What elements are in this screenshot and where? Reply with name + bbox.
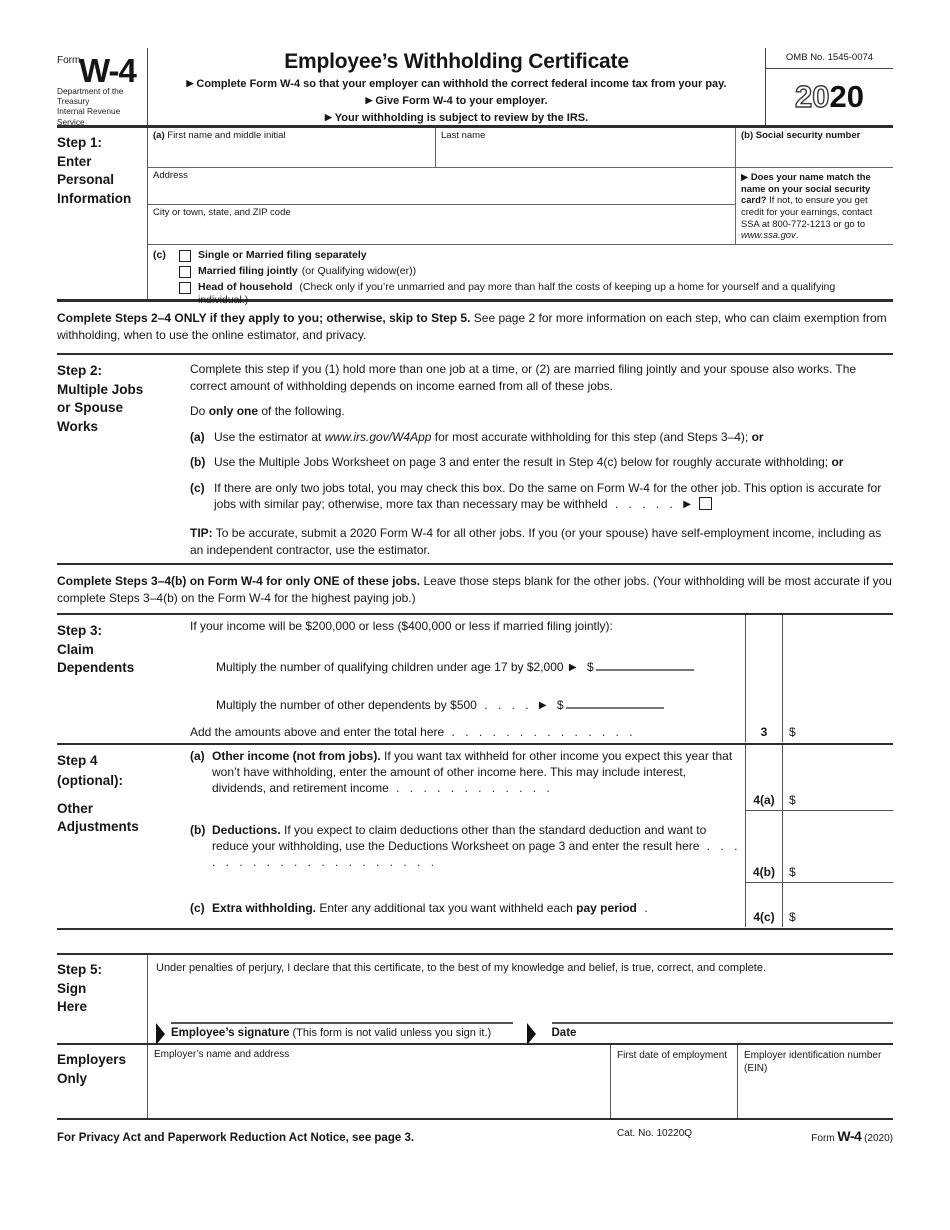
arrow-icon: ▶ bbox=[538, 700, 547, 711]
step3-children-row: Multiply the number of qualifying children under age 17 by $2,000 ▶ $ bbox=[190, 647, 745, 687]
arrow-icon: ▶ bbox=[568, 662, 577, 673]
filing-status-group bbox=[148, 245, 893, 307]
arrow-icon: ▶ bbox=[324, 112, 332, 123]
step2-label: Step 2: Multiple Jobs or Spouse Works bbox=[57, 363, 144, 434]
step5-label: Step 5: Sign Here bbox=[57, 955, 148, 1043]
step2-option-a: (a) Use the estimator at www.irs.gov/W4App for most accurate withholding for this step (and Steps 3–4); or bbox=[190, 429, 764, 444]
step2-option-c: (c) If there are only two jobs total, you may check this box. Do the same on Form W-4 for the other job. This option is accurate for jobs with similar pay; otherwise, more tax than necessary may be withheld . . . . . ▶ bbox=[190, 480, 882, 512]
step3-total-row: Add the amounts above and enter the total here . . . . . . . . . . . . . . bbox=[190, 725, 634, 739]
steps-2-4-banner: Complete Steps 2–4 ONLY if they apply to you; otherwise, skip to Step 5. See page 2 for more information on each step, who can claim exemption from withholding, when to use the online estimator, and privacy. bbox=[57, 302, 893, 355]
line4c-number: 4(c) bbox=[745, 883, 782, 927]
header-instruction-2: ▶ Give Form W-4 to your employer. bbox=[365, 95, 548, 108]
header-instruction-3: ▶ Your withholding is subject to review by the IRS. bbox=[324, 112, 589, 125]
dept-line1: Department of the Treasury bbox=[57, 85, 124, 107]
signature-arrow-icon bbox=[156, 1023, 165, 1045]
date-field[interactable] bbox=[552, 1010, 894, 1024]
step4c-row: (c) Extra withholding. Enter any additional tax you want withheld each pay period . bbox=[190, 901, 649, 915]
step4-label: Step 4 (optional): Other Adjustments bbox=[57, 753, 139, 834]
form-footer bbox=[57, 1120, 893, 1144]
step2-section bbox=[57, 355, 893, 565]
step3-other-dependents-row: Multiply the number of other dependents by $500 . . . . ▶ $ bbox=[190, 687, 745, 723]
step3-section bbox=[57, 615, 893, 745]
form-header bbox=[57, 48, 893, 128]
step4b-row: (b) Deductions. If you expect to claim deductions other than the standard deduction and want to reduce your withholding, use the Deductions Worksheet on page 3 and enter the result here . . . . . . . . . . . . . . . . . . . . bbox=[190, 823, 739, 869]
line4b-number: 4(b) bbox=[745, 811, 782, 883]
signature-label: Employee’s signature (This form is not valid unless you sign it.) bbox=[171, 1027, 492, 1039]
filing-status-option-head-of-household: Head of household (Check only if you’re unmarried and pay more than half the costs of keeping up a home for yourself and a qualifying individual.) bbox=[179, 281, 888, 307]
line4a-number: 4(a) bbox=[745, 745, 782, 811]
other-dependents-amount-field[interactable] bbox=[566, 697, 664, 709]
dot-leader: . . . . . . . . . . . . . . bbox=[451, 725, 634, 739]
employer-name-address-field[interactable]: Employer’s name and address bbox=[154, 1049, 290, 1060]
privacy-notice: For Privacy Act and Paperwork Reduction Act Notice, see page 3. bbox=[57, 1132, 415, 1144]
header-instruction-1: ▶ Complete Form W-4 so that your employer can withhold the correct federal income tax from your pay. bbox=[186, 78, 727, 90]
checkbox-head-of-household[interactable] bbox=[179, 282, 191, 294]
step2-tip: TIP: To be accurate, submit a 2020 Form W-4 for all other jobs. If you (or your spouse) have self-employment income, including as an independent contractor, use the estimator. bbox=[190, 526, 882, 557]
first-name-field[interactable]: (a) First name and middle initial bbox=[148, 128, 435, 168]
ssa-name-match-note: ▶ Does your name match the name on your social security card? If not, to ensure you get credit for your earnings, contact SSA at 800-772-1213 or go to www.ssa.gov. bbox=[735, 168, 893, 245]
checkbox-married-jointly[interactable] bbox=[179, 266, 191, 278]
line4a-amount-field[interactable]: $ bbox=[782, 745, 893, 811]
step4-section bbox=[57, 745, 893, 930]
first-date-employment-field[interactable]: First date of employment bbox=[610, 1045, 737, 1118]
filing-status-letter: (c) bbox=[153, 249, 166, 261]
ssn-field[interactable]: (b) Social security number bbox=[735, 128, 893, 168]
date-arrow-icon bbox=[527, 1023, 536, 1045]
arrow-icon: ▶ bbox=[186, 78, 194, 88]
dot-leader: . bbox=[644, 901, 649, 915]
arrow-icon: ▶ bbox=[365, 95, 373, 106]
dot-leader: . . . . bbox=[484, 698, 530, 712]
form-word: Form bbox=[57, 55, 81, 66]
arrow-icon: ▶ bbox=[683, 499, 691, 511]
line3-amount-field[interactable]: $ bbox=[782, 723, 893, 742]
date-label: Date bbox=[551, 1027, 577, 1039]
step1-label: Step 1: Enter Personal Information bbox=[57, 128, 148, 299]
step3-intro: If your income will be $200,000 or less ($400,000 or less if married filing jointly): bbox=[190, 619, 613, 633]
filing-status-option-married-jointly: Married filing jointly (or Qualifying widow(er)) bbox=[179, 265, 888, 278]
step4a-row: (a) Other income (not from jobs). If you want tax withheld for other income you expect this year that won’t have withholding, enter the amount of other income here. This may include interest, dividends, and retirement income . . . . . . . . . . . . bbox=[190, 749, 733, 795]
city-state-zip-field[interactable]: City or town, state, and ZIP code bbox=[148, 205, 735, 245]
step5-section bbox=[57, 953, 893, 1045]
form-title-block bbox=[148, 48, 765, 125]
address-field[interactable]: Address bbox=[148, 168, 735, 205]
filing-status-option-single: Single or Married filing separately bbox=[179, 249, 888, 262]
step2-intro: Complete this step if you (1) hold more than one job at a time, or (2) are married filing jointly and your spouse also works. The correct amount of withholding depends on income earned from all of these jobs. bbox=[190, 362, 857, 393]
dot-leader: . . . . . . . . . . . . . . . . . . . . bbox=[212, 838, 739, 869]
line4b-amount-field[interactable]: $ bbox=[782, 811, 893, 883]
last-name-field[interactable]: Last name bbox=[435, 128, 735, 168]
checkbox-two-jobs[interactable] bbox=[699, 497, 712, 510]
children-amount-field[interactable] bbox=[596, 659, 694, 671]
perjury-statement: Under penalties of perjury, I declare that this certificate, to the best of my knowledge and belief, is true, correct, and complete. bbox=[156, 962, 767, 974]
tax-year: 20 20 bbox=[795, 79, 864, 114]
step3-label: Step 3: Claim Dependents bbox=[57, 623, 135, 676]
form-number: W-4 bbox=[79, 52, 136, 89]
form-identity bbox=[57, 48, 148, 125]
steps-3-4b-banner: Complete Steps 3–4(b) on Form W-4 for only ONE of these jobs. Leave those steps blank for the other jobs. (Your withholding will be most accurate if you complete Steps 3–4(b) on the Form W-4 for the highest paying job.) bbox=[57, 565, 893, 615]
line3-number: 3 bbox=[745, 723, 782, 742]
page-title: Employee’s Withholding Certificate bbox=[284, 50, 629, 73]
dept-line2: Internal Revenue Service bbox=[57, 106, 121, 127]
dot-leader: . . . . . bbox=[614, 497, 674, 512]
catalog-number: Cat. No. 10220Q bbox=[617, 1128, 693, 1139]
step2-option-b: (b) Use the Multiple Jobs Worksheet on page 3 and enter the result in Step 4(c) below for roughly accurate withholding; or bbox=[190, 455, 844, 470]
employers-only-label: Employers Only bbox=[57, 1045, 148, 1118]
line4c-amount-field[interactable]: $ bbox=[782, 883, 893, 927]
checkbox-single[interactable] bbox=[179, 250, 191, 262]
step1-section bbox=[57, 128, 893, 307]
employers-only-section bbox=[57, 1045, 893, 1120]
form-footer-id: Form W-4 (2020) bbox=[811, 1128, 893, 1144]
dot-leader: . . . . . . . . . . . . bbox=[396, 780, 551, 795]
arrow-icon: ▶ bbox=[741, 171, 749, 182]
section-gap bbox=[57, 930, 893, 953]
ein-field[interactable]: Employer identification number (EIN) bbox=[737, 1045, 893, 1118]
employee-signature-field[interactable] bbox=[171, 1010, 513, 1024]
omb-number: OMB No. 1545-0074 bbox=[766, 48, 893, 69]
step2-do-only-one: Do only one of the following. bbox=[190, 404, 345, 419]
omb-year-block bbox=[765, 48, 893, 125]
